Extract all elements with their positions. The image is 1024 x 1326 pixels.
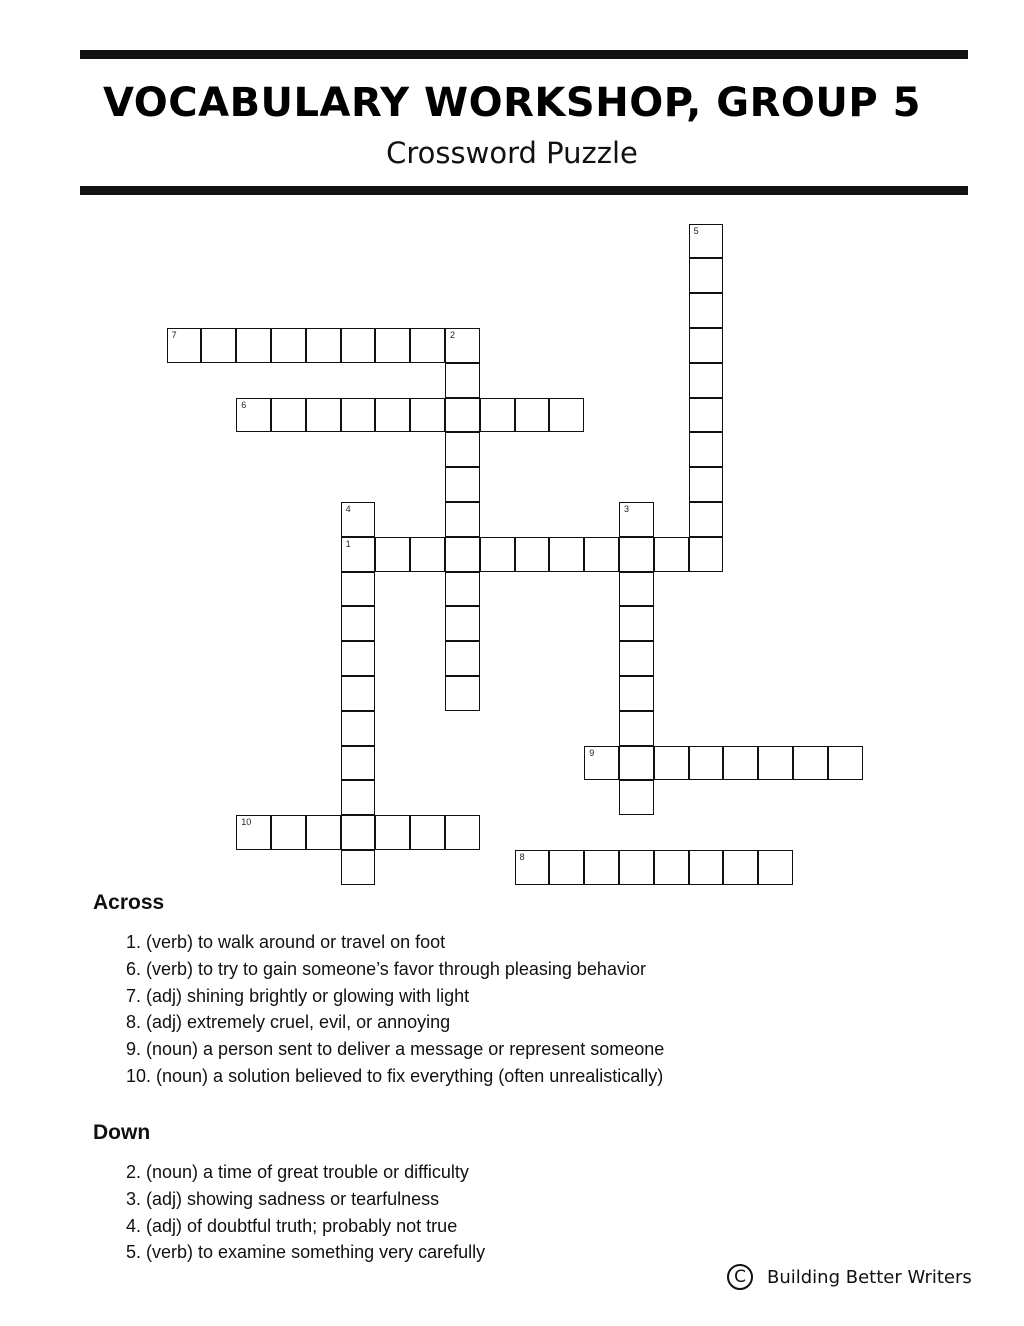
grid-cell[interactable] bbox=[619, 572, 654, 607]
clue-number: 6 bbox=[241, 399, 247, 410]
grid-cell[interactable] bbox=[445, 537, 480, 572]
grid-cell[interactable] bbox=[375, 398, 410, 433]
grid-cell[interactable] bbox=[689, 258, 724, 293]
grid-cell[interactable] bbox=[515, 850, 550, 885]
grid-cell[interactable] bbox=[689, 224, 724, 259]
grid-cell[interactable] bbox=[375, 537, 410, 572]
grid-cell[interactable] bbox=[445, 328, 480, 363]
credit-text: Building Better Writers bbox=[767, 1266, 972, 1288]
grid-cell[interactable] bbox=[341, 502, 376, 537]
clue-number: 2 bbox=[450, 330, 456, 340]
grid-cell[interactable] bbox=[619, 641, 654, 676]
grid-cell[interactable] bbox=[341, 572, 376, 607]
grid-cell[interactable] bbox=[689, 850, 724, 885]
grid-cell[interactable] bbox=[410, 328, 445, 363]
grid-cell[interactable] bbox=[341, 641, 376, 676]
clue-number: 4 bbox=[345, 504, 351, 514]
across-heading: Across bbox=[93, 891, 165, 914]
down-heading: Down bbox=[93, 1121, 151, 1144]
grid-cell[interactable] bbox=[271, 815, 306, 850]
grid-cell[interactable] bbox=[619, 711, 654, 746]
grid-cell[interactable] bbox=[167, 328, 202, 363]
grid-cell[interactable] bbox=[201, 328, 236, 363]
grid-cell[interactable] bbox=[515, 537, 550, 572]
grid-cell[interactable] bbox=[654, 850, 689, 885]
clue-across-8: 8. (adj) extremely cruel, evil, or annoying bbox=[126, 1012, 451, 1033]
grid-cell[interactable] bbox=[549, 537, 584, 572]
grid-cell[interactable] bbox=[549, 850, 584, 885]
grid-cell[interactable] bbox=[341, 711, 376, 746]
grid-cell[interactable] bbox=[445, 467, 480, 502]
grid-cell[interactable] bbox=[445, 502, 480, 537]
page-subtitle: Crossword Puzzle bbox=[386, 136, 638, 170]
grid-cell[interactable] bbox=[723, 850, 758, 885]
copyright-icon: C bbox=[727, 1264, 753, 1290]
grid-cell[interactable] bbox=[758, 746, 793, 781]
grid-cell[interactable] bbox=[828, 746, 863, 781]
grid-cell[interactable] bbox=[584, 850, 619, 885]
grid-cell[interactable] bbox=[306, 398, 341, 433]
grid-cell[interactable] bbox=[445, 432, 480, 467]
grid-cell[interactable] bbox=[549, 398, 584, 433]
grid-cell[interactable] bbox=[306, 328, 341, 363]
clue-down-2: 2. (noun) a time of great trouble or difficulty bbox=[126, 1162, 469, 1182]
grid-cell[interactable] bbox=[236, 328, 271, 363]
grid-cell[interactable] bbox=[619, 746, 654, 781]
clue-down-5: 5. (verb) to examine something very carefully bbox=[126, 1242, 486, 1263]
grid-cell[interactable] bbox=[341, 328, 376, 363]
grid-cell[interactable] bbox=[584, 746, 619, 781]
grid-cell[interactable] bbox=[375, 815, 410, 850]
clue-across-6: 6. (verb) to try to gain someone’s favor through pleasing behavior bbox=[126, 958, 646, 979]
grid-cell[interactable] bbox=[689, 363, 724, 398]
clue-down-4: 4. (adj) of doubtful truth; probably not true bbox=[126, 1215, 458, 1236]
grid-cell[interactable] bbox=[793, 746, 828, 781]
grid-cell[interactable] bbox=[480, 537, 515, 572]
clue-number: 10 bbox=[241, 817, 252, 828]
grid-cell[interactable] bbox=[619, 780, 654, 815]
grid-cell[interactable] bbox=[689, 746, 724, 781]
grid-cell[interactable] bbox=[619, 502, 654, 537]
grid-cell[interactable] bbox=[689, 328, 724, 363]
clue-across-9: 9. (noun) a person sent to deliver a message or represent someone bbox=[126, 1039, 665, 1060]
grid-cell[interactable] bbox=[689, 398, 724, 433]
grid-cell[interactable] bbox=[445, 606, 480, 641]
clue-number: 5 bbox=[693, 225, 699, 236]
grid-cell[interactable] bbox=[480, 398, 515, 433]
clue-across-1: 1. (verb) to walk around or travel on foot bbox=[126, 932, 446, 952]
clue-number: 7 bbox=[171, 330, 177, 340]
grid-cell[interactable] bbox=[271, 328, 306, 363]
grid-cell[interactable] bbox=[341, 676, 376, 711]
grid-cell[interactable] bbox=[341, 537, 376, 572]
grid-cell[interactable] bbox=[341, 850, 376, 885]
grid-cell[interactable] bbox=[236, 815, 271, 850]
clue-across-10: 10. (noun) a solution believed to fix everything (often unrealistically) bbox=[126, 1065, 664, 1086]
grid-cell[interactable] bbox=[723, 746, 758, 781]
across-clue-list bbox=[126, 929, 664, 1090]
grid-cell[interactable] bbox=[445, 572, 480, 607]
grid-cell[interactable] bbox=[584, 537, 619, 572]
grid-cell[interactable] bbox=[445, 363, 480, 398]
clue-number: 8 bbox=[519, 852, 525, 862]
grid-cell[interactable] bbox=[654, 746, 689, 781]
grid-cell[interactable] bbox=[341, 606, 376, 641]
grid-cell[interactable] bbox=[375, 328, 410, 363]
down-clue-list bbox=[126, 1159, 485, 1266]
credit-line bbox=[727, 1264, 972, 1290]
grid-cell[interactable] bbox=[689, 537, 724, 572]
grid-cell[interactable] bbox=[236, 398, 271, 433]
clue-across-7: 7. (adj) shining brightly or glowing with light bbox=[126, 985, 470, 1006]
clue-number: 3 bbox=[624, 504, 630, 514]
grid-cell[interactable] bbox=[445, 676, 480, 711]
grid-cell[interactable] bbox=[515, 398, 550, 433]
clue-number: 1 bbox=[345, 538, 351, 549]
grid-cell[interactable] bbox=[689, 467, 724, 502]
clue-down-3: 3. (adj) showing sadness or tearfulness bbox=[126, 1188, 440, 1209]
grid-cell[interactable] bbox=[341, 780, 376, 815]
grid-cell[interactable] bbox=[341, 746, 376, 781]
grid-cell[interactable] bbox=[689, 293, 724, 328]
grid-cell[interactable] bbox=[619, 676, 654, 711]
page-title: VOCABULARY WORKSHOP, GROUP 5 bbox=[103, 80, 921, 126]
grid-cell[interactable] bbox=[410, 815, 445, 850]
grid-cell[interactable] bbox=[689, 432, 724, 467]
clue-number: 9 bbox=[589, 747, 595, 758]
grid-cell[interactable] bbox=[445, 398, 480, 433]
grid-cell[interactable] bbox=[271, 398, 306, 433]
grid-cell[interactable] bbox=[445, 641, 480, 676]
grid-cell[interactable] bbox=[654, 537, 689, 572]
grid-cell[interactable] bbox=[619, 606, 654, 641]
grid-cell[interactable] bbox=[758, 850, 793, 885]
grid-cell[interactable] bbox=[619, 850, 654, 885]
grid-cell[interactable] bbox=[619, 537, 654, 572]
grid-cell[interactable] bbox=[689, 502, 724, 537]
grid-cell[interactable] bbox=[410, 398, 445, 433]
grid-cell[interactable] bbox=[341, 398, 376, 433]
grid-cell[interactable] bbox=[445, 815, 480, 850]
grid-cell[interactable] bbox=[341, 815, 376, 850]
grid-cell[interactable] bbox=[410, 537, 445, 572]
grid-cell[interactable] bbox=[306, 815, 341, 850]
